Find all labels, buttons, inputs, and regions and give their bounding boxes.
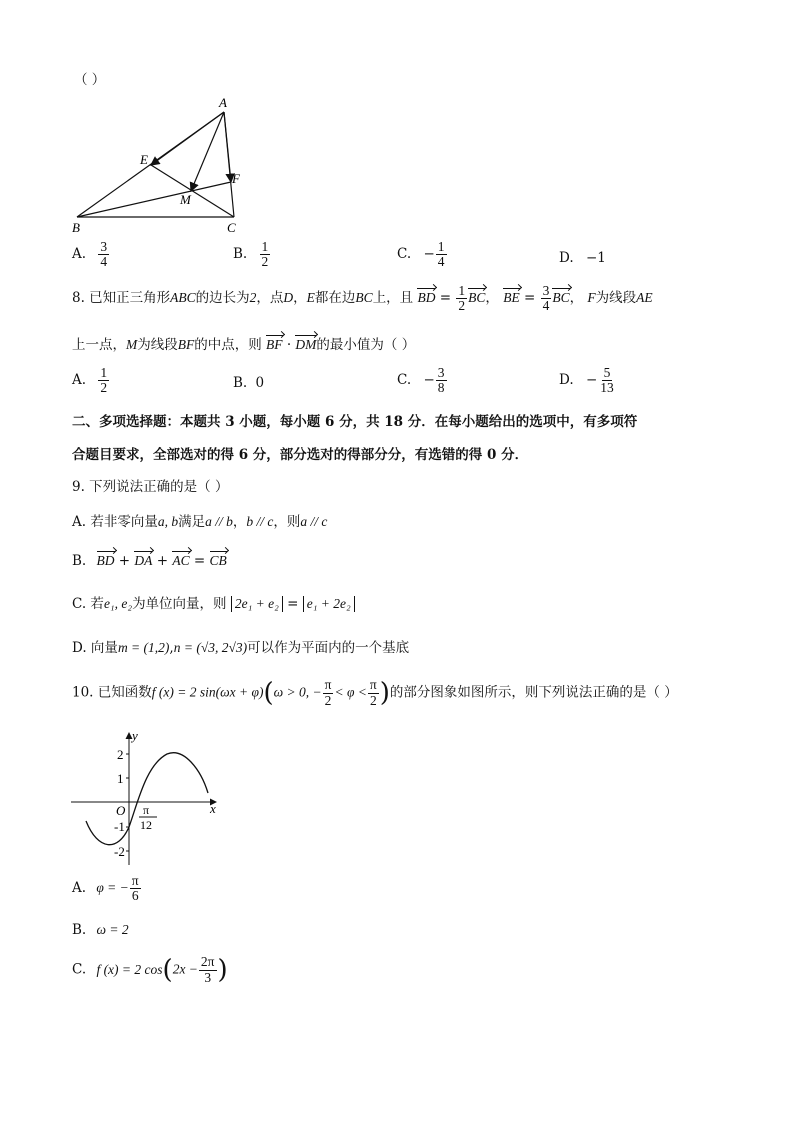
- option-letter: D.: [559, 250, 574, 266]
- text: 可以作为平面内的一个基底: [247, 640, 410, 656]
- option-letter: D.: [559, 372, 574, 389]
- tick-label-1: 1: [117, 771, 124, 786]
- frac-den: 8: [437, 380, 445, 396]
- text: A. 若非零向量: [72, 514, 158, 530]
- q9-option-b[interactable]: B. BD + DA + AC = CB: [72, 553, 227, 569]
- label-e: E: [140, 152, 148, 167]
- vector-dm: DM: [295, 337, 317, 352]
- frac-num: 1: [100, 365, 108, 380]
- option-letter: C.: [397, 246, 412, 263]
- vector-bf: BF: [266, 337, 283, 352]
- frac-den: 2: [100, 380, 108, 396]
- math: e₁, e₂: [103, 596, 133, 611]
- math: M: [126, 337, 138, 352]
- twelve-label: 12: [140, 818, 152, 832]
- option-letter: A.: [72, 880, 87, 897]
- text: 为线段: [137, 337, 178, 353]
- text: 都在边: [314, 290, 356, 307]
- text: 的部分图象如图所示，则下列说法正确的是（ ）: [389, 684, 678, 701]
- q7-answer-paren: （ ）: [74, 72, 106, 88]
- section2-heading-line2: 合题目要求，全部选对的得 6 分，部分选对的得部分分，有选错的得 0 分．: [72, 447, 529, 463]
- pi-label: π: [143, 803, 150, 817]
- frac-den: 6: [131, 888, 139, 904]
- math: F: [587, 290, 596, 306]
- option-letter: C.: [397, 372, 412, 389]
- x-label: x: [210, 801, 216, 816]
- text: 的中点，则: [194, 337, 262, 353]
- math: BF: [177, 337, 195, 352]
- y-label: y: [132, 728, 138, 743]
- option-letter: C.: [72, 961, 87, 978]
- math: AE: [636, 290, 653, 306]
- q7-option-c[interactable]: [397, 240, 448, 269]
- frac-den: 13: [600, 380, 614, 396]
- frac-num: π: [131, 873, 139, 888]
- frac-den: 2: [261, 254, 269, 270]
- option-letter: A.: [72, 246, 87, 263]
- label-c: C: [227, 220, 236, 235]
- math: 2: [249, 290, 257, 306]
- text: D. 向量: [72, 640, 118, 656]
- frac-den: 4: [437, 254, 445, 270]
- origin-label: O: [116, 803, 126, 818]
- q10-stem: 10. 已知函数f (x) = 2 sin(ωx + φ)(ω > 0, − $\frac{\pi}{2}$ < φ < $\frac{\pi}{2}$ )的部分图象如图所示，则下列说法正确的是（ ）: [72, 677, 678, 708]
- math: ω = 2: [96, 922, 129, 937]
- text: 的最小值为（ ）: [316, 337, 416, 353]
- label-f: F: [232, 171, 240, 186]
- math: ω > 0, −: [273, 684, 322, 700]
- vector-bc: BC: [552, 290, 570, 306]
- text: 的边长为: [195, 290, 250, 307]
- option-text: −1: [585, 250, 606, 266]
- frac-num: 1: [437, 239, 445, 254]
- q10-option-b[interactable]: [72, 922, 129, 938]
- q8-stem-line1: 8. 已知正三角形ABC的边长为2，点D，E都在边BC上，且 BD = $\frac{1}{2}$ BC， BE = $\frac{3}{4}$ BC， F为线段AE: [72, 283, 653, 314]
- text: 10. 已知函数: [72, 684, 152, 701]
- label-m: M: [180, 192, 191, 207]
- frac-num: 1: [458, 283, 466, 298]
- frac-den: 2: [369, 692, 377, 708]
- text: 上，且: [372, 290, 414, 307]
- math: b // c: [246, 514, 274, 529]
- math: BC: [355, 290, 373, 306]
- text: ，: [293, 290, 307, 307]
- abs-lhs: 2e₁ + e₂: [231, 596, 283, 612]
- q8-option-c[interactable]: [397, 366, 448, 395]
- text: 满足: [178, 514, 206, 530]
- triangle-figure: [60, 92, 260, 237]
- sine-graph: [66, 725, 226, 870]
- math: D: [283, 290, 294, 306]
- text: 8. 已知正三角形: [72, 290, 171, 307]
- frac-den: 2: [324, 692, 332, 708]
- q8-option-b[interactable]: [233, 375, 264, 391]
- text: 为线段: [595, 290, 637, 307]
- vector-cb: CB: [209, 553, 227, 568]
- q10-option-c[interactable]: C. f (x) = 2 cos(2x − $\frac{2\pi}{3}$ ): [72, 954, 228, 985]
- minus-sign: −: [585, 372, 598, 389]
- math: a, b: [157, 514, 179, 529]
- text: ，点: [256, 290, 284, 307]
- q10-option-a[interactable]: [72, 874, 142, 903]
- math: 2x −: [172, 961, 198, 977]
- text: 上一点，: [72, 337, 126, 353]
- minus-sign: −: [423, 246, 435, 263]
- math: a // b: [205, 514, 233, 529]
- math: a // c: [300, 514, 328, 529]
- q7-option-d[interactable]: [559, 250, 606, 266]
- q8-option-d[interactable]: [559, 366, 617, 395]
- math: E: [306, 290, 315, 306]
- text: 为单位向量，则: [132, 596, 227, 612]
- q9-option-a[interactable]: A. 若非零向量a, b满足a // b，b // c，则a // c: [72, 514, 328, 530]
- frac-num: π: [324, 677, 332, 693]
- tick-label-m1: -1: [114, 819, 125, 834]
- frac-num: 3: [542, 283, 550, 298]
- option-text: 0: [255, 375, 265, 391]
- q9-option-c[interactable]: C. 若e₁, e₂为单位向量，则 2e₁ + e₂ = e₁ + 2e₂: [72, 592, 355, 612]
- math: f (x) = 2 sin(ωx + φ): [151, 684, 264, 700]
- segment-bf: [77, 182, 231, 217]
- label-b: B: [72, 220, 80, 235]
- frac-den: 2: [458, 298, 466, 314]
- math: < φ <: [334, 684, 367, 700]
- frac-num: 1: [261, 239, 269, 254]
- text: C. 若: [72, 596, 104, 612]
- q9-option-d[interactable]: D. 向量m = (1,2),n = (√3, 2√3)可以作为平面内的一个基底: [72, 640, 410, 656]
- text: ，则: [273, 514, 301, 530]
- math: m = (1,2): [117, 640, 170, 655]
- math: φ = −: [96, 880, 129, 896]
- option-letter: B.: [233, 246, 248, 263]
- frac-den: 4: [100, 254, 108, 270]
- abs-rhs: e₁ + 2e₂: [303, 596, 355, 612]
- frac-num: 3: [100, 239, 108, 254]
- math: f (x) = 2 cos: [96, 961, 163, 977]
- section2-heading-line1: 二、多项选择题：本题共 3 小题，每小题 6 分，共 18 分．在每小题给出的选项中，有多项符: [72, 414, 638, 430]
- vector-da: DA: [134, 553, 153, 568]
- vector-ac: AC: [172, 553, 190, 568]
- tick-label-2: 2: [117, 747, 124, 762]
- frac-num: 3: [437, 365, 445, 380]
- q7-option-b[interactable]: [233, 240, 271, 269]
- label-a: A: [219, 95, 227, 110]
- vector-bc: BC: [468, 290, 486, 306]
- vector-be: BE: [503, 290, 520, 306]
- vector-bd: BD: [417, 290, 436, 306]
- q8-option-a[interactable]: [72, 366, 110, 395]
- math: n = (√3, 2√3): [173, 640, 248, 655]
- frac-num: 2π: [200, 954, 215, 970]
- minus-sign: −: [423, 372, 435, 389]
- option-letter: B.: [233, 375, 248, 391]
- frac-num: 5: [603, 365, 611, 380]
- q7-option-a[interactable]: [72, 240, 110, 269]
- option-letter: A.: [72, 372, 87, 389]
- q8-stem-line2: 上一点，M为线段BF的中点，则 BF · DM的最小值为（ ）: [72, 337, 416, 353]
- q9-stem: 9. 下列说法正确的是（ ）: [72, 479, 229, 495]
- option-letter: B.: [72, 922, 87, 938]
- frac-num: π: [369, 677, 377, 693]
- vector-af: [224, 112, 231, 182]
- math: ABC: [170, 290, 196, 306]
- option-letter: B.: [72, 553, 87, 569]
- frac-den: 4: [542, 298, 550, 314]
- frac-den: 3: [204, 969, 212, 985]
- tick-label-m2: -2: [114, 844, 125, 859]
- vector-bd: BD: [96, 553, 115, 568]
